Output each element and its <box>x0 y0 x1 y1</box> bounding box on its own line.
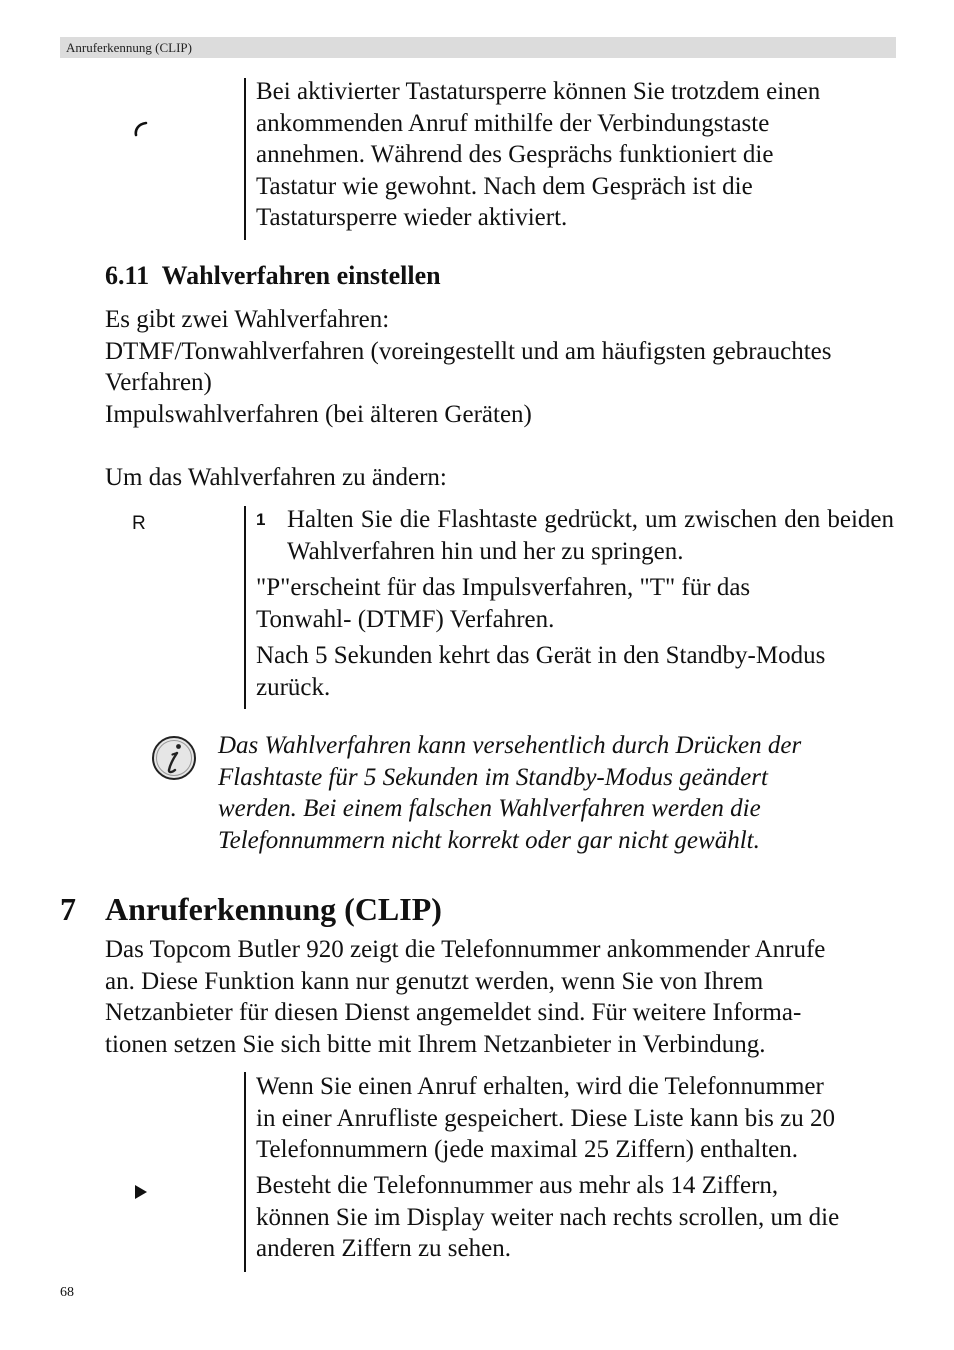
text-line: tionen setzen Sie sich bitte mit Ihrem Netzanbieter in Verbindung. <box>105 1030 766 1058</box>
text-line: Impulswahlverfahren (bei älteren Geräten) <box>105 400 532 428</box>
mode-indicator-paragraph <box>256 572 896 635</box>
arrow-right-icon <box>133 1183 149 1201</box>
text-line: annehmen. Während des Gesprächs funktioniert die <box>256 141 774 168</box>
divider-line <box>244 78 246 240</box>
text-line: Besteht die Telefonnummer aus mehr als 14 Ziffern, <box>256 1172 779 1199</box>
text-line: Telefonnummern nicht korrekt oder gar nicht gewählt. <box>218 826 760 854</box>
text-line: Netzanbieter für diesen Dienst angemeldet sind. Für weitere Informa- <box>105 999 802 1026</box>
text-line: Verfahren) <box>105 369 212 396</box>
note-text <box>218 730 898 856</box>
step-number: 1 <box>256 510 266 529</box>
text-line: Das Topcom Butler 920 zeigt die Telefonnummer ankommender Anrufe <box>105 936 826 963</box>
chapter-number: 7 <box>60 891 76 927</box>
info-icon <box>150 734 198 782</box>
divider-line <box>244 506 246 709</box>
running-header-title: Anruferkennung (CLIP) <box>66 40 192 55</box>
text-line: können Sie im Display weiter nach rechts scrollen, um die <box>256 1203 840 1231</box>
text-line: zurück. <box>256 673 331 701</box>
text-line: Telefonnummern (jede maximal 25 Ziffern) enthalten. <box>256 1136 799 1163</box>
step-1 <box>256 504 894 567</box>
step-text: Halten Sie die Flashtaste gedrückt, um zwischen den beiden Wahlverfahren hin und her zu springen. <box>287 506 894 565</box>
r-key-label: R <box>132 513 146 534</box>
chapter-title: Anruferkennung (CLIP) <box>105 891 442 927</box>
page-number: 68 <box>60 1285 74 1300</box>
text-line: Bei aktivierter Tastatursperre können Sie trotzdem einen <box>256 78 821 105</box>
text-line: Das Wahlverfahren kann versehentlich durch Drücken der <box>218 732 802 759</box>
text-line: "P"erscheint für das Impulsverfahren, "T" für das <box>256 574 751 601</box>
chapter-intro <box>105 934 905 1060</box>
section-heading: 6.11 Wahlverfahren einstellen <box>105 261 441 290</box>
text-line: Flashtaste für 5 Sekunden im Standby-Modus geändert <box>218 763 768 791</box>
divider-line <box>244 1072 246 1272</box>
text-line: Tonwahl- (DTMF) Verfahren. <box>256 605 555 633</box>
scroll-paragraph <box>256 1170 896 1265</box>
text-line: Tastatursperre wieder aktiviert. <box>256 204 568 231</box>
text-line: Nach 5 Sekunden kehrt das Gerät in den Standby-Modus <box>256 642 826 669</box>
text-line: ankommenden Anruf mithilfe der Verbindungstaste <box>256 109 770 137</box>
text-line: Es gibt zwei Wahlverfahren: <box>105 306 390 333</box>
instruction-intro: Um das Wahlverfahren zu ändern: <box>105 464 447 491</box>
text-line: Wenn Sie einen Anruf erhalten, wird die Telefonnummer <box>256 1073 824 1100</box>
text-line: werden. Bei einem falschen Wahlverfahren werden die <box>218 795 761 822</box>
handset-icon <box>132 118 152 138</box>
caller-list-paragraph <box>256 1071 896 1166</box>
dialing-modes-list <box>105 304 905 430</box>
running-header <box>60 37 896 58</box>
text-line: Tastatur wie gewohnt. Nach dem Gespräch ist die <box>256 172 753 200</box>
standby-paragraph <box>256 640 896 703</box>
text-line: DTMF/Tonwahlverfahren (voreingestellt und am häufigsten gebrauchtes <box>105 337 832 365</box>
keylock-paragraph <box>256 76 896 234</box>
text-line: anderen Ziffern zu sehen. <box>256 1235 511 1262</box>
text-line: in einer Anrufliste gespeichert. Diese Liste kann bis zu 20 <box>256 1104 836 1132</box>
text-line: an. Diese Funktion kann nur genutzt werden, wenn Sie von Ihrem <box>105 967 764 995</box>
